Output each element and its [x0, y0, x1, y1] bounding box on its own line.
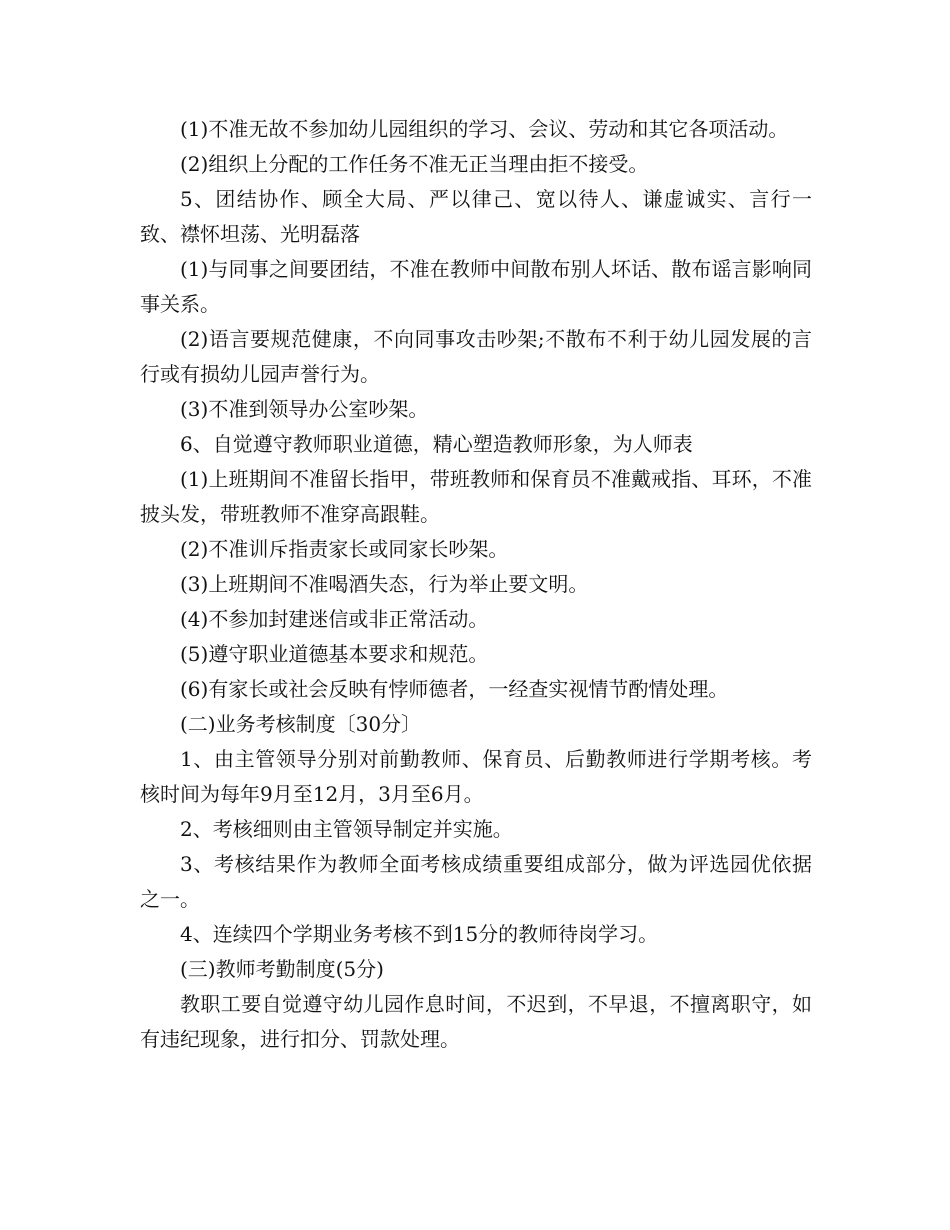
paragraph: 5、团结协作、顾全大局、严以律己、宽以待人、谦虚诚实、言行一致、襟怀坦荡、光明磊落 [140, 187, 812, 246]
document-body [140, 112, 812, 1057]
paragraph: 1、由主管领导分别对前勤教师、保育员、后勤教师进行学期考核。考核时间为每年9月至12月，3月至6月。 [140, 747, 812, 806]
paragraph: (3)不准到领导办公室吵架。 [180, 397, 429, 421]
paragraph: 4、连续四个学期业务考核不到15分的教师待岗学习。 [180, 922, 659, 946]
paragraph: (三)教师考勤制度(5分) [180, 957, 384, 981]
paragraph: (4)不参加封建迷信或非正常活动。 [180, 607, 489, 631]
paragraph: 6、自觉遵守教师职业道德，精心塑造教师形象，为人师表 [180, 432, 693, 456]
paragraph: (6)有家长或社会反映有悖师德者，一经查实视情节酌情处理。 [180, 677, 729, 701]
paragraph: (1)不准无故不参加幼儿园组织的学习、会议、劳动和其它各项活动。 [180, 117, 789, 141]
paragraph: (2)不准训斥指责家长或同家长吵架。 [180, 537, 509, 561]
paragraph: (1)与同事之间要团结，不准在教师中间散布别人坏话、散布谣言影响同事关系。 [140, 257, 812, 316]
paragraph: 教职工要自觉遵守幼儿园作息时间，不迟到，不早退，不擅离职守，如有违纪现象，进行扣分、罚款处理。 [140, 992, 812, 1051]
paragraph: (2)语言要规范健康，不向同事攻击吵架;不散布不利于幼儿园发展的言行或有损幼儿园声誉行为。 [140, 327, 812, 386]
paragraph: (1)上班期间不准留长指甲，带班教师和保育员不准戴戒指、耳环，不准披头发，带班教师不准穿高跟鞋。 [140, 467, 812, 526]
paragraph: (3)上班期间不准喝酒失态，行为举止要文明。 [180, 572, 589, 596]
paragraph: 2、考核细则由主管领导制定并实施。 [180, 817, 513, 841]
paragraph: 3、考核结果作为教师全面考核成绩重要组成部分，做为评选园优依据之一。 [140, 852, 812, 911]
paragraph: (二)业务考核制度〔30分〕 [180, 712, 422, 736]
paragraph: (5)遵守职业道德基本要求和规范。 [180, 642, 489, 666]
paragraph: (2)组织上分配的工作任务不准无正当理由拒不接受。 [180, 152, 649, 176]
